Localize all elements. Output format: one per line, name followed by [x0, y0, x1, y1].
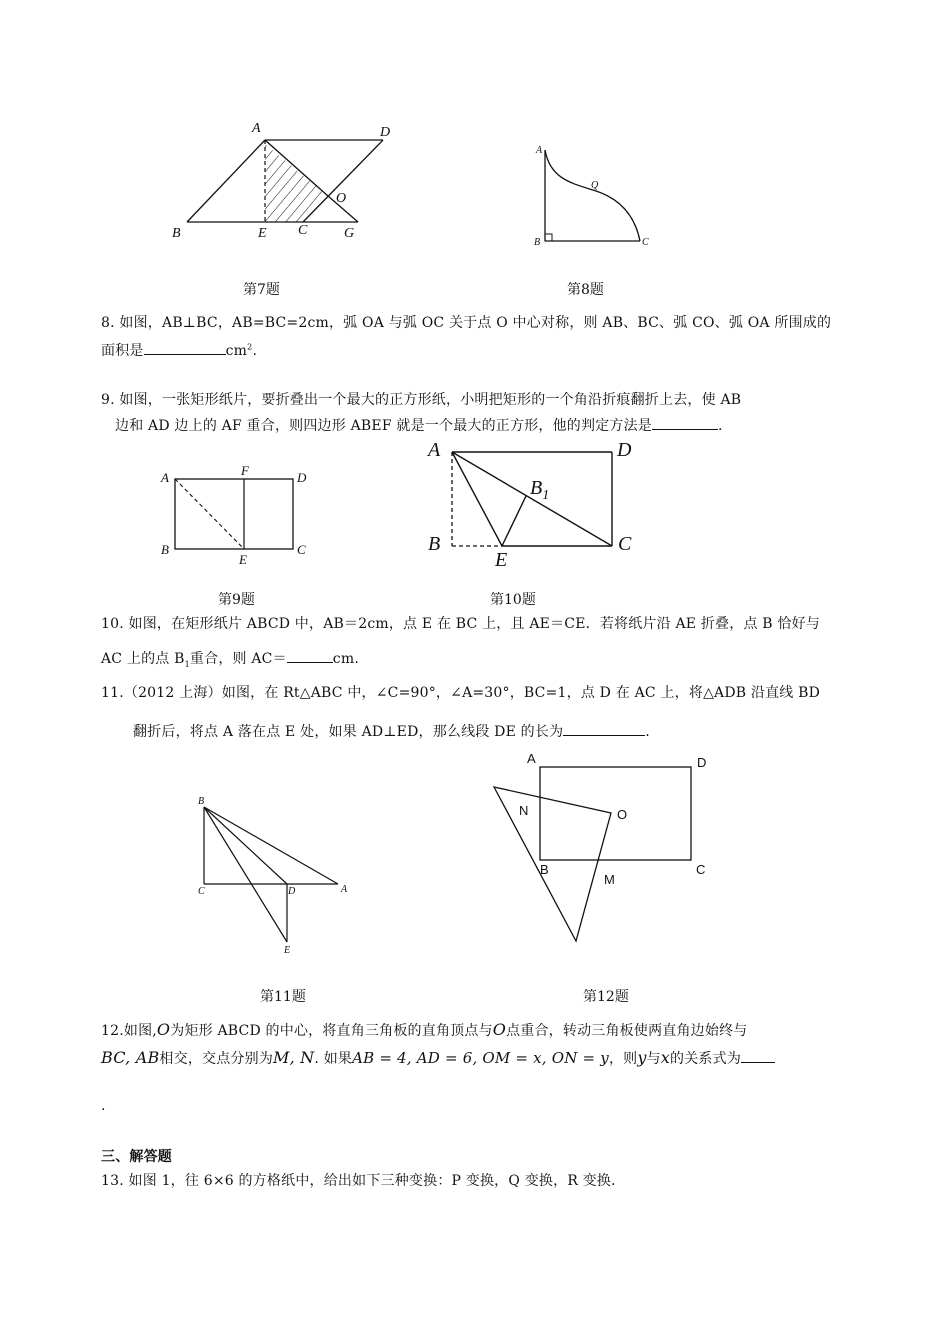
fig10-label-e: E — [495, 549, 508, 571]
fig7-label-c: C — [298, 223, 308, 238]
q12-mn: M, N — [273, 1048, 315, 1067]
q12-o-symbol: O — [156, 1020, 171, 1039]
fig12-label-c: C — [696, 862, 706, 877]
fig10-label-b1-sub: 1 — [542, 488, 550, 503]
fig8-label-q: Q — [591, 180, 599, 191]
q11-end: . — [645, 724, 650, 740]
caption-q8: 第8题 — [567, 282, 604, 298]
figure-11 — [190, 790, 360, 960]
figure-8 — [530, 138, 660, 258]
q13-text: 13. 如图 1，往 6×6 的方格纸中，给出如下三种变换：P 变换，Q 变换，R 变换． — [101, 1173, 626, 1189]
q10-line2 — [101, 648, 359, 669]
fig12-label-b: B — [540, 862, 549, 877]
q12-y: y — [637, 1048, 647, 1067]
fig8-label-b: B — [534, 237, 541, 248]
q9-end: . — [718, 418, 723, 434]
fig7-label-d: D — [380, 125, 391, 140]
q11-line2 — [133, 721, 650, 741]
q12-bcab: BC, AB — [101, 1048, 160, 1067]
q8-line2 — [101, 340, 257, 360]
q11-text: 翻折后，将点 A 落在点 E 处，如果 AD⊥ED，那么线段 DE 的长为 — [133, 724, 564, 740]
caption-q9: 第9题 — [218, 592, 255, 608]
q11-answer-blank[interactable] — [563, 721, 645, 736]
figure-10 — [420, 432, 650, 572]
fig7-label-e: E — [258, 226, 267, 241]
fig10-label-a: A — [428, 439, 441, 461]
fig11-label-a: A — [341, 884, 348, 895]
fig11-label-c: C — [198, 886, 205, 897]
fig10-label-c: C — [618, 533, 632, 555]
q8-line1: 8. 如图，AB⊥BC，AB=BC=2cm，弧 OA 与弧 OC 关于点 O 中心对称，则 AB、BC、弧 CO、弧 OA 所围成的 — [101, 315, 832, 331]
q10-sub: 1 — [184, 659, 190, 669]
q11-line1: 11.（2012 上海）如图，在 Rt△ABC 中，∠C=90°，∠A=30°，BC=1，点 D 在 AC 上，将△ADB 沿直线 BD — [101, 685, 821, 701]
q9-text: 边和 AD 边上的 AF 重合，则四边形 ABEF 就是一个最大的正方形，他的判定方法是 — [115, 418, 652, 434]
fig11-label-d: D — [288, 886, 296, 897]
section-3-heading: 三、解答题 — [101, 1149, 172, 1165]
q12-answer-blank[interactable] — [741, 1048, 775, 1063]
fig12-label-a: A — [527, 751, 536, 766]
fig9-label-c: C — [297, 542, 306, 557]
fig10-label-d: D — [617, 439, 632, 461]
fig10-label-b1-main: B — [530, 477, 543, 499]
fig9-label-d: D — [297, 470, 307, 485]
q9-line1: 9. 如图，一张矩形纸片，要折叠出一个最大的正方形纸，小明把矩形的一个角沿折痕翻折上去，使 AB — [101, 392, 742, 408]
q8-end: . — [252, 343, 258, 359]
q12-t4: 相交，交点分别为 — [159, 1051, 274, 1067]
fig7-label-a: A — [252, 121, 261, 136]
q12-t1: 12.如图, — [101, 1023, 157, 1039]
q8-unit: cm — [225, 343, 248, 359]
q12-o-symbol-2: O — [492, 1020, 507, 1039]
fig10-label-b: B — [428, 533, 441, 555]
fig11-label-b: B — [198, 796, 205, 807]
caption-q10: 第10题 — [490, 592, 536, 608]
fig8-label-c: C — [642, 237, 649, 248]
fig9-label-f: F — [241, 463, 249, 478]
fig9-label-e: E — [239, 552, 247, 567]
fig11-label-e: E — [284, 945, 291, 956]
q12-t8: 的关系式为 — [670, 1051, 742, 1067]
fig9-label-b: B — [161, 542, 169, 557]
fig12-label-o: O — [617, 807, 628, 822]
q12-t7: 与 — [646, 1051, 661, 1067]
fig12-label-d: D — [697, 755, 707, 770]
q10-line1: 10. 如图，在矩形纸片 ABCD 中，AB＝2cm，点 E 在 BC 上，且 AE＝CE．若将纸片沿 AE 折叠，点 B 恰好与 — [101, 616, 821, 632]
q12-t3: 点重合，转动三角板使两直角边始终与 — [506, 1023, 748, 1039]
q12-line1 — [101, 1020, 747, 1040]
fig12-label-m: M — [604, 872, 615, 887]
fig12-label-n: N — [519, 803, 529, 818]
fig8-label-a: A — [536, 145, 543, 156]
q10-text-b: 重合，则 AC＝ — [189, 651, 287, 667]
q12-condition: AB = 4, AD = 6, OM = x, ON = y — [352, 1049, 609, 1067]
q10-unit: cm. — [332, 651, 359, 667]
caption-q11: 第11题 — [260, 989, 306, 1005]
q8-answer-blank[interactable] — [144, 340, 226, 355]
q12-x: x — [660, 1048, 671, 1067]
q10-text-a: AC 上的点 B — [101, 651, 185, 667]
caption-q7: 第7题 — [243, 282, 280, 298]
q12-t2: 为矩形 ABCD 的中心，将直角三角板的直角顶点与 — [170, 1023, 493, 1039]
q8-unit-sup: 2 — [247, 342, 253, 352]
q12-t6: ，则 — [608, 1051, 638, 1067]
figure-7 — [160, 110, 391, 250]
q8-area-label: 面积是 — [101, 343, 144, 359]
figure-9 — [155, 460, 315, 570]
q12-end: . — [101, 1098, 106, 1114]
fig7-label-b: B — [172, 226, 181, 241]
fig7-label-o: O — [336, 191, 347, 206]
figure-12 — [490, 745, 720, 950]
q12-line2 — [101, 1048, 775, 1068]
fig9-label-a: A — [161, 470, 169, 485]
q9-answer-blank[interactable] — [652, 415, 718, 430]
q12-t5: . 如果 — [314, 1051, 353, 1067]
caption-q12: 第12题 — [583, 989, 629, 1005]
fig7-label-g: G — [344, 226, 355, 241]
q10-answer-blank[interactable] — [287, 648, 333, 663]
